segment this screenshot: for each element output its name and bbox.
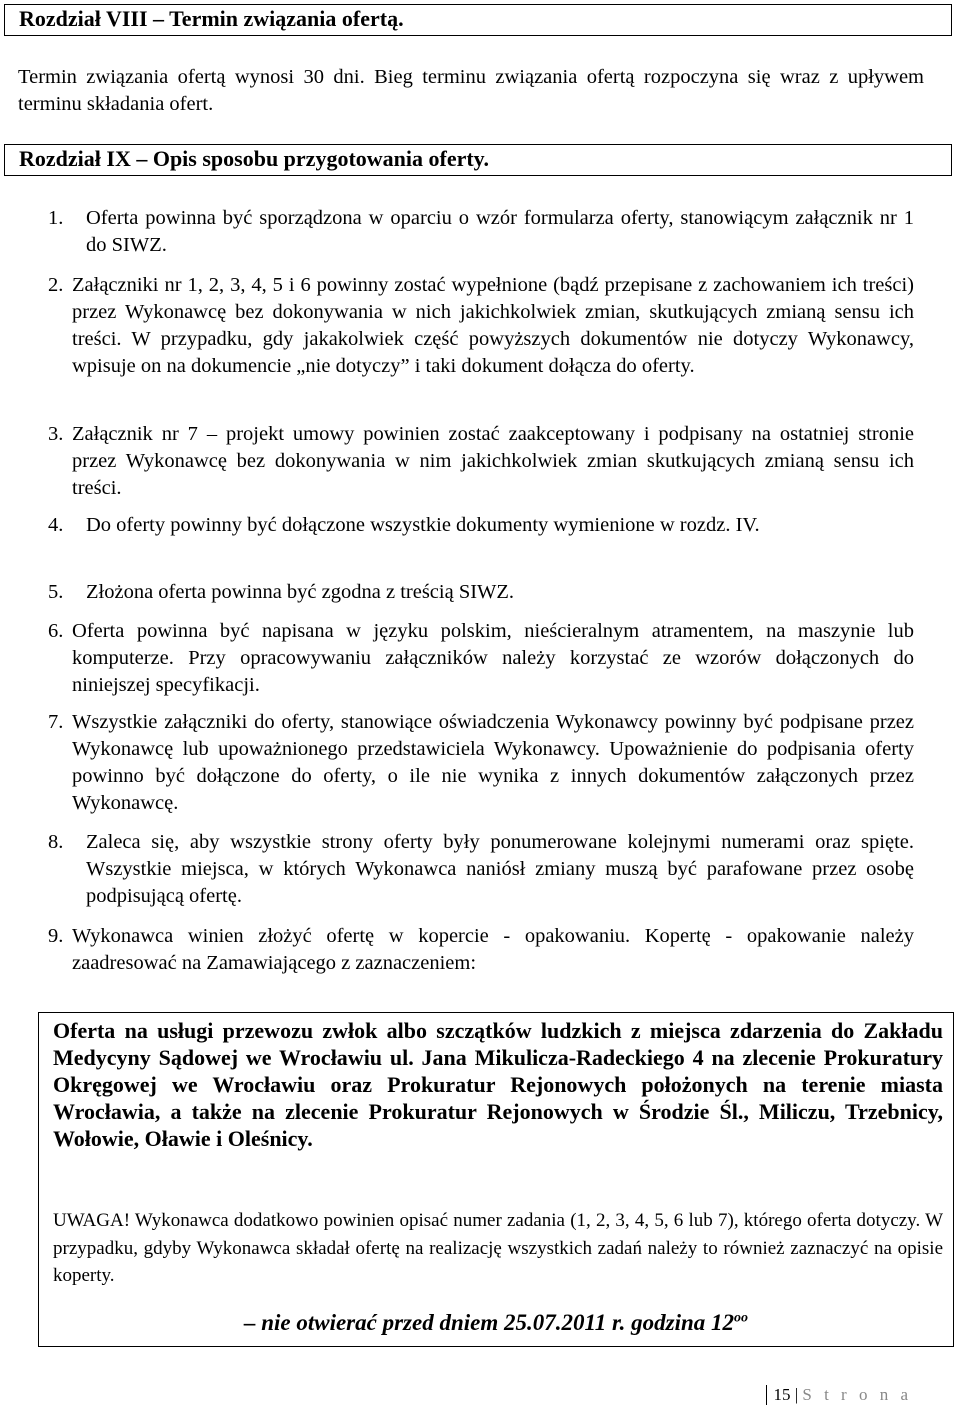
envelope-label-text: Oferta na usługi przewozu zwłok albo szczątków ludzkich z miejsca zdarzenia do Zakładu Medycyny Sądowej we Wrocławiu ul. Jana Mikulicza-Radeckiego 4 na zlecenie Prokuratury Okręgowej we Wrocławiu oraz Prokuratur Rejonowych położonych na terenie miasta Wrocławia, a także na zlecenie Prokuratur Rejonowych w Środzie Śl., Miliczu, Trzebnicy, Wołowie, Oławie i Oleśnicy. [53,1018,943,1151]
list-item-text: Oferta powinna być sporządzona w oparciu o wzór formularza oferty, stanowiącym załącznik nr 1 do SIWZ. [86,207,914,256]
section-8-heading-text: Rozdział VIII – Termin związania ofertą. [19,6,404,31]
list-item-number: 9. [48,925,64,947]
list-item [48,579,914,606]
list-item-number: 4. [48,514,64,536]
section-9-heading [4,144,952,176]
list-item [48,512,914,539]
list-item [48,709,914,817]
list-item-number: 8. [48,831,64,853]
envelope-warning-text: UWAGA! Wykonawca dodatkowo powinien opisać numer zadania (1, 2, 3, 4, 5, 6 lub 7), którego oferta dotyczy. W przypadku, gdyby Wykonawca składał ofertę na realizację wszystkich zadań należy to również zaznaczyć na opisie koperty. [53,1210,943,1286]
section-8-text: Termin związania ofertą wynosi 30 dni. Bieg terminu związania ofertą rozpoczyna się wraz z upływem terminu składania ofert. [18,66,924,115]
page-number: 15 [773,1385,791,1404]
list-item [48,205,914,259]
list-item-text: Do oferty powinny być dołączone wszystkie dokumenty wymienione w rozdz. IV. [86,514,760,536]
list-item [48,421,914,502]
list-item [48,618,914,699]
list-item-number: 5. [48,581,64,603]
envelope-label-box [38,1012,954,1347]
section-8-heading [4,4,952,36]
list-item [48,829,914,910]
do-not-open-line [39,1310,953,1336]
list-item-text: Zaleca się, aby wszystkie strony oferty były ponumerowane kolejnymi numerami oraz spięte. Wszystkie miejsca, w których Wykonawca naniósł zmiany muszą być parafowane przez osobę podpisującą ofertę. [86,831,914,907]
list-item-text: Załączniki nr 1, 2, 3, 4, 5 i 6 powinny zostać wypełnione (bądź przepisane z zachowaniem ich treści) przez Wykonawcę bez dokonywania w nich jakichkolwiek zmian, skutkujących zmianą sensu ich treści. W przypadku, gdy jakakolwiek część powyższych dokumentów nie dotyczy Wykonawcy, wpisuje on na dokumencie „nie dotyczy” i taki dokument dołącza do oferty. [72,274,914,377]
list-item-number: 3. [48,423,64,445]
do-not-open-text: – nie otwierać przed dniem 25.07.2011 r. godzina 12 [243,1310,735,1335]
do-not-open-minutes: oo [734,1310,749,1326]
list-item-number: 7. [48,711,64,733]
list-item [48,272,914,380]
section-9-heading-text: Rozdział IX – Opis sposobu przygotowania oferty. [19,146,489,171]
list-item-text: Wykonawca winien złożyć ofertę w kopercie - opakowaniu. Kopertę - opakowanie należy zaadresować na Zamawiającego z zaznaczeniem: [72,925,914,974]
list-item-number: 1. [48,207,64,229]
list-item-text: Wszystkie załączniki do oferty, stanowiące oświadczenia Wykonawcy powinny być podpisane przez Wykonawcę lub upoważnionego przedstawiciela Wykonawcy. Upoważnienie do podpisania oferty powinno być dołączone do oferty, o ile nie wynika z innych dokumentów załączonych przez Wykonawcę. [72,711,914,814]
list-item-text: Załącznik nr 7 – projekt umowy powinien zostać zaakceptowany i podpisany na ostatniej stronie przez Wykonawcę bez dokonywania w nim jakichkolwiek zmian skutkujących zmianą sensu ich treści. [72,423,914,499]
list-item-number: 2. [48,274,64,296]
page-label: S t r o n a [802,1385,912,1404]
page-footer [766,1385,912,1405]
list-item-number: 6. [48,620,64,642]
footer-separator: | [794,1385,799,1404]
list-item-text: Oferta powinna być napisana w języku polskim, nieścieralnym atramentem, na maszynie lub komputerze. Przy opracowywaniu załączników należy korzystać ze wzorów dołączonych do niniejszej specyfikacji. [72,620,914,696]
list-item-text: Złożona oferta powinna być zgodna z treścią SIWZ. [86,581,515,603]
list-item [48,923,914,977]
